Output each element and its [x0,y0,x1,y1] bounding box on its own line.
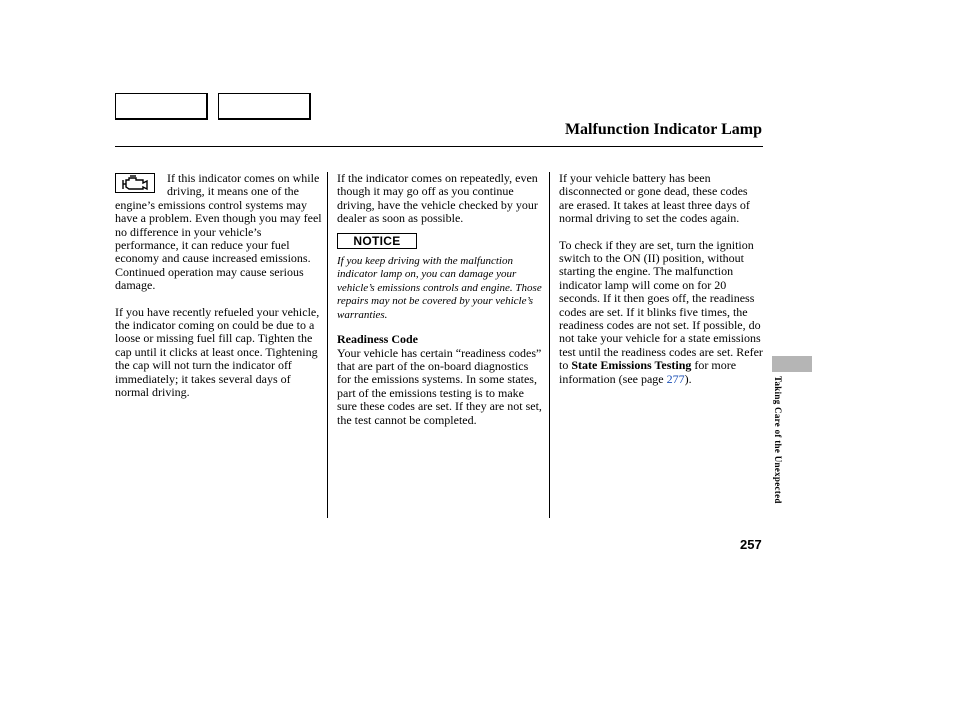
check-codes-text: To check if they are set, turn the ignition switch to the ON (II) position, without starting the engine. The malfunction indicator lamp will come on for 20 seconds. If it then goes off, the readiness codes are set. If it blinks five times, the readiness codes are not set. If possible, do not take your vehicle for a state emissions test until the readiness codes are set. Refer to [559,237,763,373]
page-number: 257 [740,537,762,552]
column-1 [115,172,323,400]
check-codes-paragraph [559,239,765,386]
notice-text: If you keep driving with the malfunction indicator lamp on, you can damage your vehicle’s emissions controls and engine. Those repairs may not be covered by your vehicle’s warranties. [337,254,542,321]
next-page-button[interactable] [218,93,311,120]
intro-paragraph [115,172,323,293]
column-divider [549,172,550,518]
intro-rest: of the engine’s emissions control systems may have a problem. Even though you may feel no difference in your vehicle’s performance, it can reduce your fuel economy and cause increased emissions. Continued operation may cause serious damage. [115,184,322,293]
column-2 [337,172,545,427]
more-info-text: for more information (see page [559,358,737,386]
repeated-indicator-paragraph: If the indicator comes on repeatedly, even though it may go off as you continue driving, have the vehicle checked by your dealer as soon as possible. [337,171,538,226]
section-tab[interactable] [772,356,812,372]
page-link[interactable]: 277 [666,371,685,386]
check-engine-icon [115,173,155,193]
readiness-code-heading: Readiness Code [337,332,419,347]
fuel-cap-paragraph: If you have recently refueled your vehicle, the indicator coming on could be due to a loose or missing fuel fill cap. Tighten the cap until it clicks at least once. Tightening the cap will not turn the indicator off immediately; it takes several days of normal driving. [115,304,320,400]
readiness-code-paragraph: Your vehicle has certain “readiness codes” that are part of the on-board diagnostics for the emissions systems. In some states, part of the emissions testing is to make sure these codes are set. If they are not set, the test cannot be completed. [337,345,542,427]
column-divider [327,172,328,518]
title-rule [115,146,763,147]
closing-text: ). [684,371,692,386]
state-emissions-reference: State Emissions Testing [571,358,692,373]
page-title: Malfunction Indicator Lamp [564,121,762,138]
previous-page-button[interactable] [115,93,208,120]
intro-first-line: If this indicator comes on while driving, it means one [167,171,320,199]
battery-paragraph: If your vehicle battery has been disconnected or gone dead, these codes are erased. It takes at least three days of normal driving to set the codes again. [559,171,750,226]
column-3 [559,172,765,386]
notice-badge: NOTICE [337,233,417,249]
section-label: Taking Care of the Unexpected [773,376,783,504]
